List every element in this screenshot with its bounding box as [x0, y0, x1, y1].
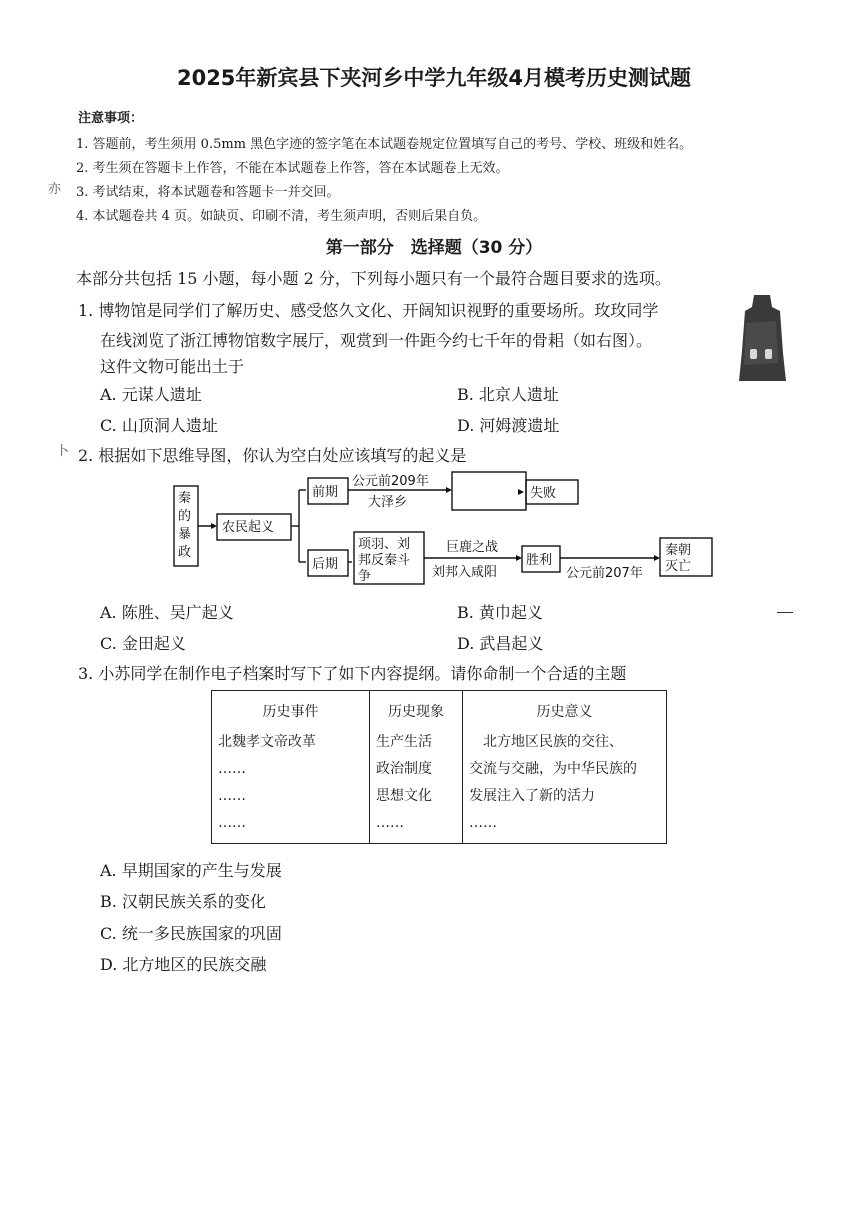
margin-mark: 卜 — [56, 444, 70, 459]
table-header: 历史意义 — [463, 691, 667, 730]
table-cell: …… — [218, 788, 246, 804]
table-cell: 生产生活 — [376, 734, 432, 750]
table-col-significance — [463, 729, 667, 844]
outline-table — [211, 690, 667, 844]
q2-option-b[interactable]: B. 黄巾起义 — [457, 603, 543, 622]
q3-option-c[interactable]: C. 统一多民族国家的巩固 — [100, 924, 282, 943]
table-cell: 发展注入了新的活力 — [469, 788, 595, 804]
q2-stem: 2. 根据如下思维导图，你认为空白处应该填写的起义是 — [78, 446, 467, 465]
q3-option-a[interactable]: A. 早期国家的产生与发展 — [100, 861, 282, 880]
map-xiang-line: 争 — [358, 569, 372, 584]
table-cell: 北方地区民族的交往、 — [469, 734, 623, 750]
map-root-char: 的 — [178, 509, 192, 524]
table-cell: …… — [376, 815, 404, 831]
q1-option-b[interactable]: B. 北京人遗址 — [457, 385, 559, 404]
table-col-events — [212, 729, 370, 844]
section-title: 第一部分 选择题（30 分） — [325, 238, 543, 258]
table-cell: 政治制度 — [376, 761, 432, 777]
table-header: 历史现象 — [370, 691, 463, 730]
q1-option-d[interactable]: D. 河姆渡遗址 — [457, 416, 560, 435]
map-root-char: 政 — [178, 545, 192, 560]
notice-item: 4. 本试题卷共 4 页。如缺页、印刷不清，考生须声明，否则后果自负。 — [76, 209, 487, 224]
table-header: 历史事件 — [212, 691, 370, 730]
map-xiang-line: 邦反秦斗 — [358, 553, 411, 568]
q2-option-d[interactable]: D. 武昌起义 — [457, 634, 544, 653]
map-qin-end-line: 灭亡 — [665, 559, 692, 574]
map-center-label: 农民起义 — [222, 520, 275, 535]
map-julu-label: 巨鹿之战 — [446, 540, 499, 555]
map-late-label: 后期 — [312, 557, 339, 572]
q1-option-c[interactable]: C. 山顶洞人遗址 — [100, 416, 218, 435]
q2-option-a[interactable]: A. 陈胜、吴广起义 — [100, 603, 234, 622]
q1-option-a[interactable]: A. 元谋人遗址 — [100, 385, 202, 404]
map-xianyang-label: 刘邦入咸阳 — [432, 565, 498, 580]
notice-heading: 注意事项： — [78, 111, 144, 126]
q3-stem: 3. 小苏同学在制作电子档案时写下了如下内容提纲。请你命制一个合适的主题 — [78, 664, 627, 683]
table-cell: …… — [218, 761, 246, 777]
map-qin-end-line: 秦朝 — [665, 543, 692, 558]
notice-item: 1. 答题前，考生须用 0.5mm 黑色字迹的签字笔在本试题卷规定位置填写自己的考号、学校、班级和姓名。 — [76, 137, 693, 152]
q1-stem-line: 这件文物可能出土于 — [100, 357, 245, 376]
table-cell: …… — [469, 815, 497, 831]
map-early-year: 公元前209年 — [352, 474, 429, 489]
margin-mark: 亦 — [48, 182, 62, 197]
q2-option-c[interactable]: C. 金田起义 — [100, 634, 186, 653]
map-early-place: 大泽乡 — [368, 495, 408, 510]
map-early-label: 前期 — [312, 485, 339, 500]
bone-spade-image — [736, 293, 788, 385]
map-win-label: 胜利 — [526, 553, 553, 568]
divider — [777, 612, 793, 613]
notice-item: 3. 考试结束，将本试题卷和答题卡一并交回。 — [76, 185, 340, 200]
notice-item: 2. 考生须在答题卡上作答，不能在本试题卷上作答，答在本试题卷上无效。 — [76, 161, 509, 176]
section-intro: 本部分共包括 15 小题，每小题 2 分，下列每小题只有一个最符合题目要求的选项。 — [76, 269, 671, 288]
map-year207-label: 公元前207年 — [566, 566, 643, 581]
page-title: 2025年新宾县下夹河乡中学九年级4月模考历史测试题 — [176, 66, 692, 90]
map-root-char: 暴 — [178, 527, 192, 542]
map-fail-label: 失败 — [530, 486, 557, 501]
table-cell: 北魏孝文帝改革 — [218, 734, 316, 750]
map-root-char: 秦 — [178, 491, 192, 506]
table-cell: 思想文化 — [376, 788, 432, 804]
table-cell: …… — [218, 815, 246, 831]
q1-stem-line: 1. 博物馆是同学们了解历史、感受悠久文化、开阔知识视野的重要场所。玫玫同学 — [78, 301, 659, 320]
q3-option-b[interactable]: B. 汉朝民族关系的变化 — [100, 892, 266, 911]
q3-option-d[interactable]: D. 北方地区的民族交融 — [100, 955, 267, 974]
table-col-phenomena — [370, 729, 463, 844]
mind-map — [168, 466, 728, 594]
q1-stem-line: 在线浏览了浙江博物馆数字展厅，观赏到一件距今约七千年的骨耜（如右图）。 — [100, 331, 653, 350]
map-xiang-line: 项羽、刘 — [358, 537, 411, 552]
table-cell: 交流与交融，为中华民族的 — [469, 761, 637, 777]
